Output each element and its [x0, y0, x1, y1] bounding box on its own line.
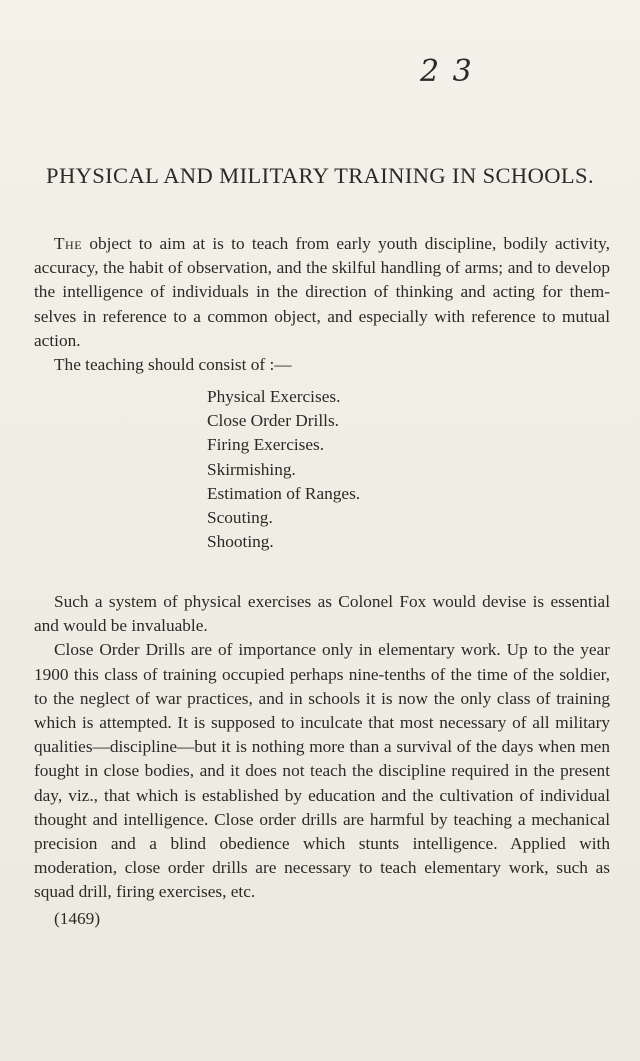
list-item: Firing Exercises. [207, 435, 325, 455]
list-item: Skirmishing. [207, 459, 296, 479]
discussion-section [34, 590, 610, 933]
intro-paragraph [34, 232, 610, 353]
intro-text: object to aim at is to teach from early youth discipline, bodily activity, accuracy, the habit of observation, and the skilful handling of arms; and to develop the intelligence of individuals in the direction of thinking and acting for them-selves in reference to a common object, and especially with reference to mutual action. [34, 234, 610, 350]
intro-smallcaps: The [54, 234, 83, 253]
close-order-paragraph: Close Order Drills are of importance only in elementary work. Up to the year 1900 this class of training occupied perhaps nine-tenths of the time of the soldier, to the neglect of war practices, and in schools it is now the only class of training which is attempted. It is supposed to inculcate that most necessary of all military qualities—discipline—but it is nothing more than a survival of the days when men fought in close bodies, and it does not teach the discipline required in the present day, viz., that which is established by education and the cultivation of individual thought and intelligence. Close order drills are harmful by teaching a mechanical precision and a blind obedience which stunts intelligence. Applied with moderation, close order drills are necessary to teach elementary work, such as squad drill, firing exercises, etc. [34, 640, 610, 902]
list-item: Close Order Drills. [207, 411, 339, 431]
training-list [207, 385, 360, 554]
page-title: PHYSICAL AND MILITARY TRAINING IN SCHOOLS. [46, 163, 594, 188]
teaching-line: The teaching should consist of :— [54, 355, 292, 375]
intro-section [34, 232, 610, 377]
page-number: 2 3 [420, 54, 474, 89]
list-item: Scouting. [207, 508, 273, 528]
system-paragraph: Such a system of physical exercises as Colonel Fox would devise is essential and would be invaluable. [34, 592, 610, 636]
list-item: Estimation of Ranges. [207, 483, 361, 503]
list-item: Shooting. [207, 532, 274, 552]
footer-wrapper [34, 905, 610, 933]
footer-signature-number: (1469) [54, 908, 101, 928]
list-item: Physical Exercises. [207, 387, 341, 406]
